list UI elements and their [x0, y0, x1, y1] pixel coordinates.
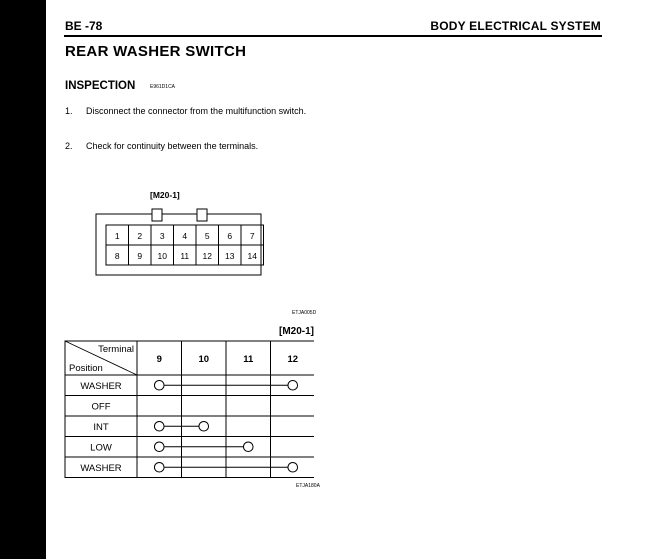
connector-label: [M20-1] [150, 190, 180, 200]
position-label: WASHER [80, 380, 122, 392]
terminal-number: 4 [182, 231, 188, 241]
terminal-header: 9 [156, 354, 162, 365]
terminal-number: 13 [225, 251, 235, 261]
inspection-code: E961D1CA [150, 84, 176, 90]
continuity-table-label: [M20-1] [279, 326, 315, 337]
connector-figure-code: ETJA005D [292, 310, 317, 316]
continuity-marker [243, 442, 253, 452]
connector-key [152, 209, 162, 221]
continuity-marker [154, 462, 164, 472]
terminal-number: 10 [157, 251, 167, 261]
position-label: INT [93, 421, 109, 433]
terminal-number: 8 [114, 251, 120, 261]
continuity-marker [154, 442, 164, 452]
terminal-header: 10 [198, 354, 210, 365]
continuity-marker [154, 380, 164, 390]
terminal-number: 2 [137, 231, 143, 241]
terminal-number: 1 [114, 231, 120, 241]
connector-key [197, 209, 207, 221]
continuity-table [64, 340, 314, 478]
connector-diagram [95, 208, 265, 278]
continuity-marker [199, 421, 209, 431]
header-rule [64, 35, 602, 37]
continuity-marker [288, 380, 298, 390]
table-figure-code: ETJA180A [296, 483, 320, 489]
step-1-text: Disconnect the connector from the multifunction switch. [86, 106, 307, 116]
terminal-header: 12 [287, 354, 299, 365]
terminal-number: 12 [202, 251, 212, 261]
continuity-marker [154, 421, 164, 431]
position-label: OFF [91, 401, 111, 413]
inspection-heading: INSPECTION [65, 80, 136, 92]
left-page-edge-bar [0, 0, 46, 559]
terminal-number: 11 [180, 251, 190, 261]
terminal-number: 6 [227, 231, 233, 241]
terminal-number: 14 [247, 251, 257, 261]
terminal-number: 5 [204, 231, 210, 241]
position-label: WASHER [80, 462, 122, 474]
step-2-number: 2. [65, 141, 73, 151]
step-1-number: 1. [65, 106, 73, 116]
position-label: LOW [90, 442, 112, 454]
terminal-number: 7 [249, 231, 255, 241]
terminal-header: 11 [243, 354, 254, 365]
terminal-number: 9 [137, 251, 143, 261]
section-name: BODY ELECTRICAL SYSTEM [430, 19, 601, 33]
header-position-label: Position [69, 363, 103, 374]
continuity-marker [288, 462, 298, 472]
page-id: BE -78 [65, 19, 103, 33]
step-2-text: Check for continuity between the terminals. [86, 141, 259, 151]
terminal-number: 3 [159, 231, 165, 241]
header-terminal-label: Terminal [98, 344, 134, 355]
page-title: REAR WASHER SWITCH [65, 43, 247, 60]
